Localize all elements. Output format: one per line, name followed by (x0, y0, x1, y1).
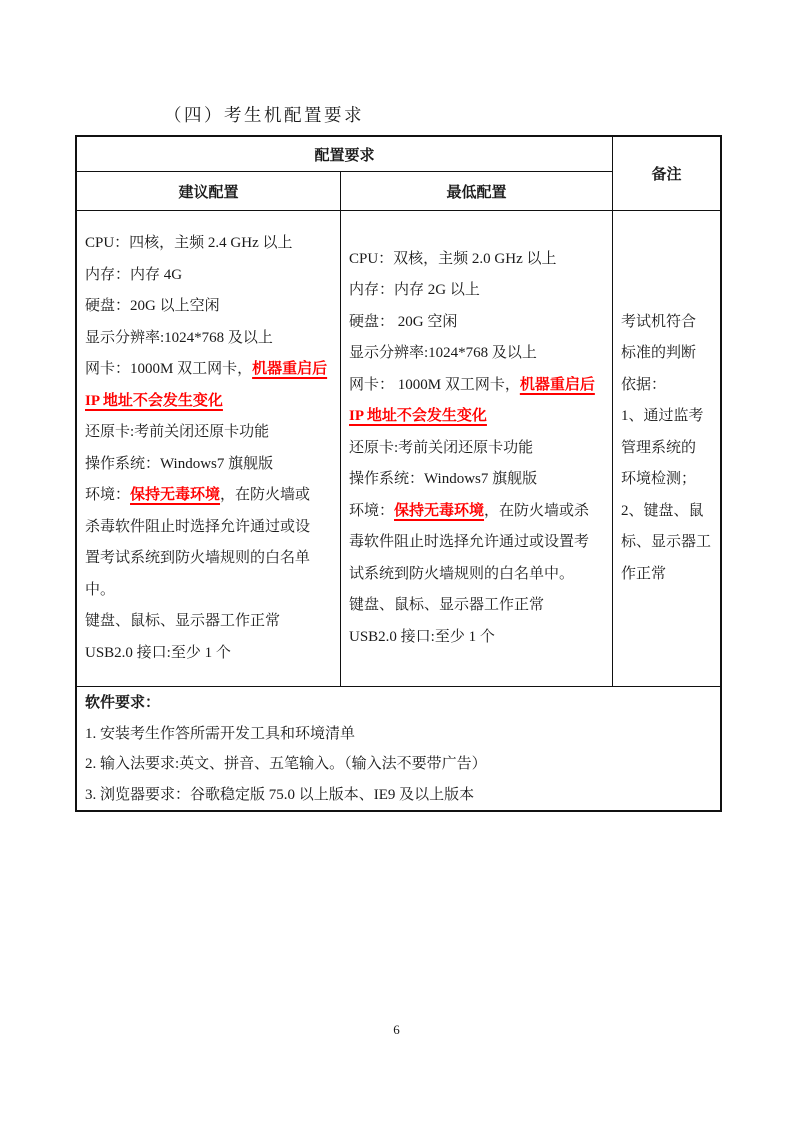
text-segment: 依据： (621, 376, 667, 393)
text-line (621, 559, 712, 591)
text-segment: ，在防火墙或 (220, 487, 311, 503)
text-line (349, 527, 604, 559)
text-line (621, 401, 712, 433)
text-segment: 环境： (85, 487, 131, 503)
text-line (349, 590, 604, 622)
text-line (85, 512, 332, 544)
text-segment: 环境： (349, 502, 395, 519)
text-segment: 3. 浏览器要求：谷歌稳定版 75.0 以上版本、IE9 及以上版本 (85, 786, 475, 803)
text-segment: 2、键盘、鼠 (621, 502, 704, 519)
text-line (349, 559, 604, 591)
text-segment: 标、显示器工 (621, 534, 712, 551)
highlighted-text: IP 地址不会发生变化 (85, 392, 223, 409)
text-line (349, 622, 604, 654)
text-line (349, 401, 604, 433)
text-line (621, 433, 712, 465)
text-segment: 硬盘： 20G 空闲 (349, 313, 458, 330)
text-segment: 管理系统的 (621, 439, 697, 456)
text-line (85, 606, 332, 638)
header-remarks: 备注 (651, 167, 682, 183)
table-content-row (77, 210, 720, 686)
text-segment: 内存：内存 4G (85, 266, 183, 283)
text-line (85, 780, 712, 811)
text-segment: 环境检测； (621, 471, 697, 488)
configuration-requirements-table (75, 135, 722, 812)
text-line (85, 719, 712, 750)
header-minimum-config: 最低配置 (446, 184, 507, 201)
text-line (85, 749, 712, 780)
software-requirements-heading: 软件要求： (85, 695, 161, 711)
text-segment: 试系统到防火墙规则的白名单中。 (349, 565, 575, 582)
text-line (85, 417, 332, 449)
header-config-requirements: 配置要求 (77, 137, 612, 172)
table-subheader-row (77, 172, 612, 210)
table-header (77, 137, 720, 210)
text-segment: USB2.0 接口:至少 1 个 (85, 644, 231, 661)
highlighted-text: 机器重启后 (519, 376, 595, 393)
text-segment: 1、通过监考 (621, 408, 704, 425)
cell-recommended-config (77, 211, 341, 686)
text-segment: 还原卡:考前关闭还原卡功能 (85, 424, 270, 440)
highlighted-text: 机器重启后 (252, 361, 328, 377)
text-line (349, 244, 604, 276)
text-line (85, 638, 332, 670)
page-number: 6 (393, 1022, 400, 1037)
text-line (85, 323, 332, 355)
text-segment: 考试机符合 (621, 313, 697, 330)
text-segment: 键盘、鼠标、显示器工作正常 (349, 597, 545, 614)
header-recommended-config: 建议配置 (77, 172, 341, 210)
text-line (85, 386, 332, 418)
text-line (85, 543, 332, 575)
highlighted-text: IP 地址不会发生变化 (349, 408, 487, 425)
cell-remarks (613, 211, 720, 686)
text-line (349, 496, 604, 528)
text-segment: 网卡： 1000M 双工网卡， (349, 376, 520, 393)
text-line (85, 480, 332, 512)
text-segment: 中。 (85, 581, 116, 598)
text-line (621, 527, 712, 559)
cell-minimum-config (341, 211, 613, 686)
text-line (621, 370, 712, 402)
text-line (85, 354, 332, 386)
text-segment: 操作系统：Windows7 旗舰版 (85, 455, 274, 472)
text-segment: CPU：双核，主频 2.0 GHz 以上 (349, 250, 557, 267)
text-segment: 2. 输入法要求:英文、拼音、五笔输入。（输入法不要带广告） (85, 756, 487, 772)
text-segment: ，在防火墙或杀 (484, 502, 590, 519)
text-line (85, 228, 332, 260)
text-segment: 置考试系统到防火墙规则的白名单 (85, 550, 311, 566)
text-line (349, 307, 604, 339)
text-segment: 还原卡:考前关闭还原卡功能 (349, 439, 534, 456)
text-segment: 作正常 (621, 565, 667, 582)
highlighted-text: 保持无毒环境 (130, 487, 221, 503)
text-line (85, 260, 332, 292)
text-line (349, 370, 604, 402)
text-line (85, 449, 332, 481)
text-line (621, 338, 712, 370)
text-line (85, 575, 332, 607)
text-line (349, 464, 604, 496)
software-requirements-section (77, 686, 720, 810)
text-line (621, 307, 712, 339)
table-header-left (77, 137, 613, 210)
text-line (349, 275, 604, 307)
text-segment: CPU：四核，主频 2.4 GHz 以上 (85, 235, 293, 251)
software-requirements-list (85, 719, 712, 811)
text-segment: 内存：内存 2G 以上 (349, 282, 480, 299)
text-segment: 键盘、鼠标、显示器工作正常 (85, 613, 281, 629)
text-line (621, 496, 712, 528)
text-segment: 硬盘：20G 以上空闲 (85, 298, 220, 314)
text-line (349, 338, 604, 370)
text-segment: USB2.0 接口:至少 1 个 (349, 628, 495, 645)
text-segment: 毒软件阻止时选择允许通过或设置考 (349, 534, 590, 551)
text-segment: 杀毒软件阻止时选择允许通过或设 (85, 518, 311, 535)
text-segment: 显示分辨率:1024*768 及以上 (349, 345, 537, 362)
text-line (85, 291, 332, 323)
text-segment: 显示分辨率:1024*768 及以上 (85, 329, 273, 346)
highlighted-text: 保持无毒环境 (394, 502, 485, 519)
text-segment: 操作系统：Windows7 旗舰版 (349, 471, 538, 488)
text-segment: 标准的判断 (621, 345, 697, 362)
text-segment: 1. 安装考生作答所需开发工具和环境清单 (85, 725, 356, 742)
text-line (621, 464, 712, 496)
text-line (349, 433, 604, 465)
section-title: （四）考生机配置要求 (164, 105, 364, 125)
text-segment: 网卡：1000M 双工网卡， (85, 361, 253, 377)
